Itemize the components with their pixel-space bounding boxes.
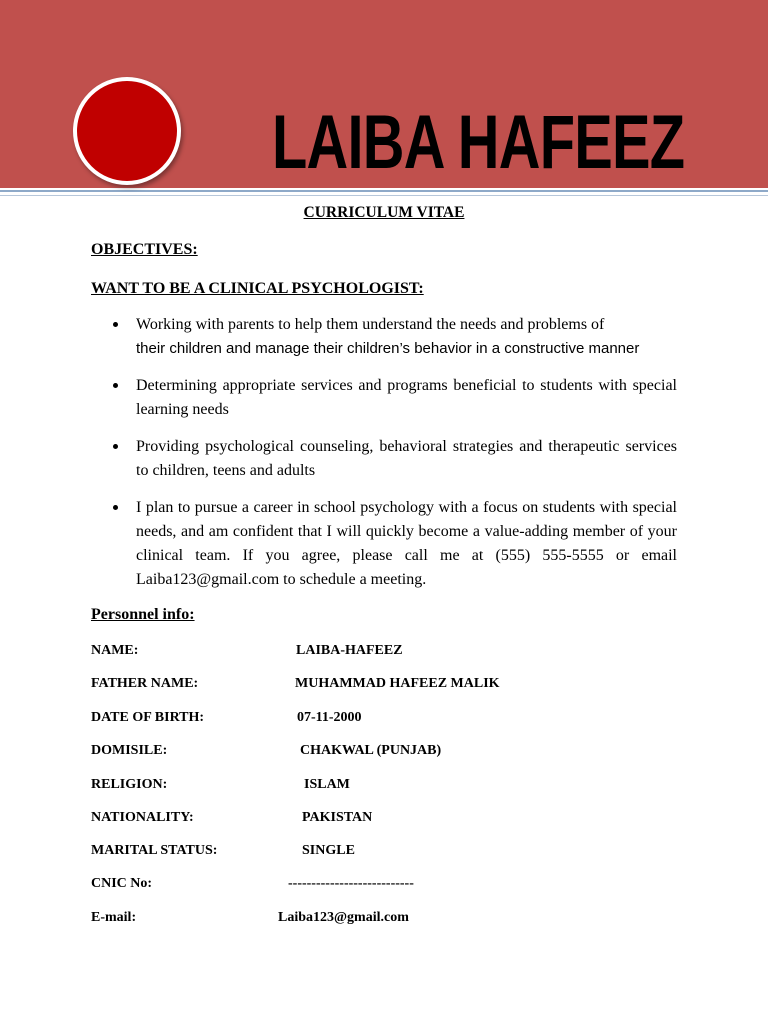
document-title: CURRICULUM VITAE xyxy=(303,204,465,221)
bullet-text: Determining appropriate services and programs beneficial to students with special learning needs xyxy=(136,377,677,418)
objectives-heading: OBJECTIVES: xyxy=(91,241,198,258)
info-label: DATE OF BIRTH: xyxy=(91,710,205,725)
info-value: LAIBA-HAFEEZ xyxy=(296,643,403,658)
info-label: CNIC No: xyxy=(91,876,153,891)
info-row-cnic xyxy=(0,876,768,896)
info-label: FATHER NAME: xyxy=(91,676,199,691)
info-row-domicile xyxy=(0,743,768,763)
info-value: MUHAMMAD HAFEEZ MALIK xyxy=(295,676,500,691)
list-item xyxy=(91,313,677,361)
info-label: MARITAL STATUS: xyxy=(91,843,218,858)
info-value: --------------------------- xyxy=(288,876,414,891)
info-row-date-of-birth xyxy=(0,710,768,730)
info-row-name xyxy=(0,643,768,663)
info-value: PAKISTAN xyxy=(302,810,373,825)
info-row-father-name xyxy=(0,676,768,696)
bullet-text: I plan to pursue a career in school psychology with a focus on students with special needs, and am confident that I will quickly become a value-adding member of your clinical team. If you agree, please call me at (555) 555-5555 or email Laiba123@gmail.com to schedule a meeting. xyxy=(136,499,677,588)
bullet-icon xyxy=(113,444,118,449)
info-row-email xyxy=(0,910,768,930)
objectives-list xyxy=(91,313,677,605)
personal-info-heading: Personnel info: xyxy=(91,606,195,623)
info-value: SINGLE xyxy=(302,843,355,858)
info-value: CHAKWAL (PUNJAB) xyxy=(300,743,442,758)
info-value: 07-11-2000 xyxy=(297,710,362,725)
info-row-nationality xyxy=(0,810,768,830)
info-label: NAME: xyxy=(91,643,139,658)
info-value: ISLAM xyxy=(304,777,350,792)
info-row-religion xyxy=(0,777,768,797)
header-divider-thin xyxy=(0,195,768,196)
list-item xyxy=(91,435,677,483)
info-label: RELIGION: xyxy=(91,777,168,792)
bullet-text: Providing psychological counseling, behavioral strategies and therapeutic services to children, teens and adults xyxy=(136,438,677,479)
info-label: NATIONALITY: xyxy=(91,810,194,825)
bullet-icon xyxy=(113,322,118,327)
candidate-name: LAIBA HAFEEZ xyxy=(272,100,685,185)
bullet-icon xyxy=(113,505,118,510)
header-divider xyxy=(0,190,768,192)
list-item xyxy=(91,374,677,422)
list-item xyxy=(91,496,677,592)
bullet-text-line-2: their children and manage their children’s behavior in a constructive manner xyxy=(136,340,640,357)
info-value: Laiba123@gmail.com xyxy=(278,910,409,925)
info-label: E-mail: xyxy=(91,910,137,925)
goal-heading: WANT TO BE A CLINICAL PSYCHOLOGIST: xyxy=(91,280,424,297)
decorative-circle xyxy=(73,77,181,185)
info-row-marital-status xyxy=(0,843,768,863)
info-label: DOMISILE: xyxy=(91,743,168,758)
bullet-text-line-1: Working with parents to help them understand the needs and problems of xyxy=(136,316,605,333)
bullet-icon xyxy=(113,383,118,388)
